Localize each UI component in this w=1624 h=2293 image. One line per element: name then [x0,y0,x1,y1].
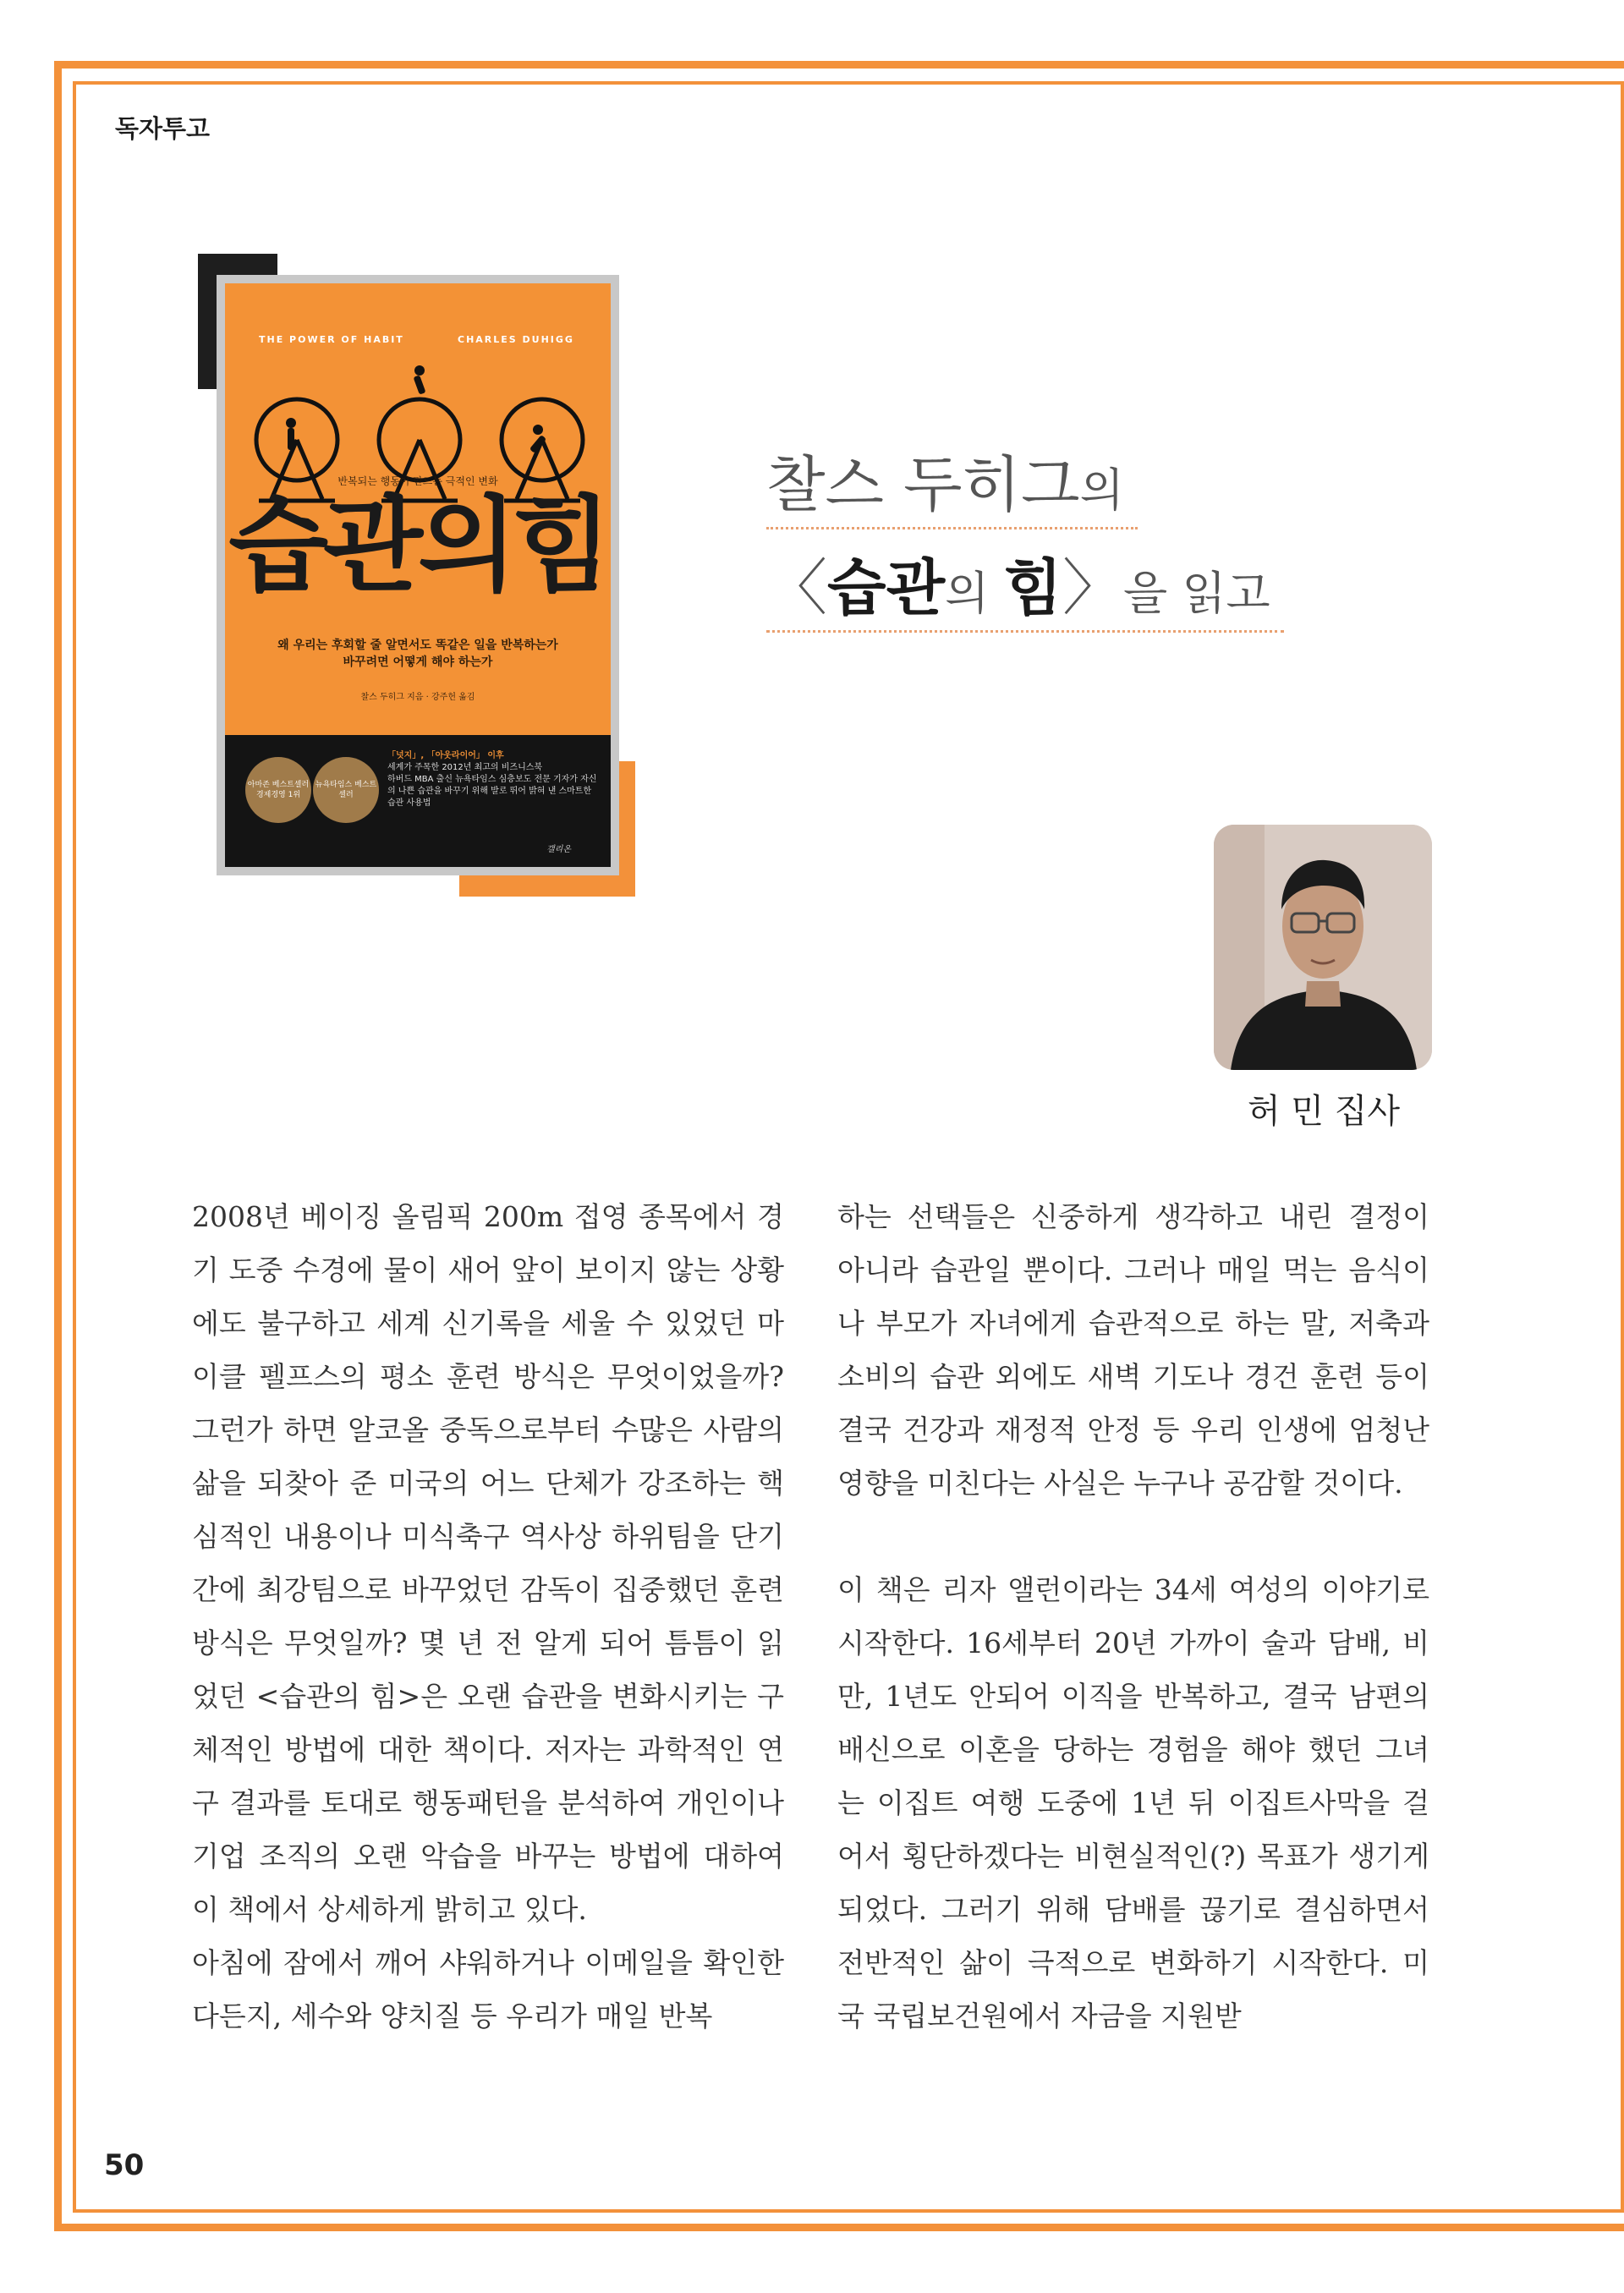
body-paragraph: 아침에 잠에서 깨어 샤워하거나 이메일을 확인한다든지, 세수와 양치질 등 우리가 매일 반복 [192,1946,784,2032]
title-author-name: 찰스 두히그 [766,449,1080,520]
bestseller-badge-amazon: 아마존 베스트셀러 경제경영 1위 [245,757,311,823]
title-book-word-1: 습관 [827,551,946,623]
page-number: 50 [104,2148,145,2182]
title-book-particle: 의 [945,567,1004,620]
title-particle: 의 [1079,464,1124,517]
body-paragraph: 하는 선택들은 신중하게 생각하고 내린 결정이 아니라 습관일 뿐이다. 그러나 매일 먹는 음식이나 부모가 자녀에게 습관적으로 하는 말, 저축과 소비의 습관 외에도 새벽 기도나 경건 훈련 등이 결국 건강과 재정적 안정 등 우리 인생에 엄청난 영향을 미친다는 사실은 누구나 공감할 것이다. [837,1200,1429,1500]
body-paragraph: 2008년 베이징 올림픽 200m 접영 종목에서 경기 도중 수경에 물이 새어 앞이 보이지 않는 상황에도 불구하고 세계 신기록을 세울 수 있었던 마이클 펠프스의 평소 훈련 방식은 무엇이었을까? 그런가 하면 알코올 중독으로부터 수많은 사람의 삶을 되찾아 준 미국의 어느 단체가 강조하는 핵심적인 내용이나 미식축구 역사상 하위팀을 단기간에 최강팀으로 바꾸었던 감독이 집중했던 훈련 방식은 무엇일까? 몇 년 전 알게 되어 틈틈이 읽었던 <습관의 힘>은 오랜 습관을 변화시키는 구체적인 방법에 대한 책이다. 저자는 과학적인 연구 결과를 토대로 행동패턴을 분석하여 개인이나 기업 조직의 오랜 악습을 바꾸는 방법에 대하여 이 책에서 상세하게 밝히고 있다. [192,1200,784,1926]
author-photo [1214,825,1432,1070]
section-label: 독자투고 [115,114,211,143]
book-tagline: 반복되는 행동이 만드는 극적인 변화 [337,475,498,487]
book-cover-top [225,283,611,735]
book-subtitle [225,637,611,671]
body-column-left [192,1190,784,2043]
title-close-bracket: 〉 [1062,552,1124,623]
publisher-logo: 갤리온 [546,845,571,854]
title-suffix: 을 읽고 [1123,567,1270,620]
book-credit: 찰스 두히그 지음 · 강주헌 옮김 [360,693,475,702]
bestseller-badge-nyt: 뉴욕타임스 베스트셀러 [313,757,379,823]
article-title-line-2 [766,551,1284,633]
book-main-title: 습관의힘 [228,484,607,606]
book-blurb-line-2: 세계가 주목한 2012년 최고의 비즈니스북 [387,763,543,772]
book-subtitle-line-1: 왜 우리는 후회할 줄 알면서도 똑같은 일을 반복하는가 [277,639,558,652]
body-column-right [837,1190,1429,2043]
book-blurb [387,750,599,809]
book-english-title: THE POWER OF HABIT [259,334,404,345]
title-book-word-2: 힘 [1003,551,1063,623]
book-cover-image [217,275,619,875]
article-title [766,448,1284,633]
author-name: 허 민 집사 [1248,1092,1400,1131]
book-blurb-rest: 하버드 MBA 출신 뉴욕타임스 심층보도 전문 기자가 자신의 나쁜 습관을 바꾸기 위해 발로 뛰어 밝혀 낸 스마트한 습관 사용법 [387,775,597,808]
book-blurb-highlight: 「넛지」, 「아웃라이어」 이후 [387,751,504,760]
body-paragraph: 이 책은 리자 앨런이라는 34세 여성의 이야기로 시작한다. 16세부터 20년 가까이 술과 담배, 비만, 1년도 안되어 이직을 반복하고, 결국 남편의 배신으로 이혼을 당하는 경험을 해야 했던 그녀는 이집트 여행 도중에 1년 뒤 이집트사막을 걸어서 횡단하겠다는 비현실적인(?) 목표가 생기게 되었다. 그러기 위해 담배를 끊기로 결심하면서 전반적인 삶이 극적으로 변화하기 시작한다. 미국 국립보건원에서 자금을 지원받 [837,1573,1429,2032]
book-english-author: CHARLES DUHIGG [458,334,574,345]
title-open-bracket: 〈 [766,552,828,623]
author-portrait-illustration [1214,825,1432,1070]
book-subtitle-line-2: 바꾸려면 어떻게 해야 하는가 [343,656,493,669]
article-title-line-1 [766,448,1138,529]
